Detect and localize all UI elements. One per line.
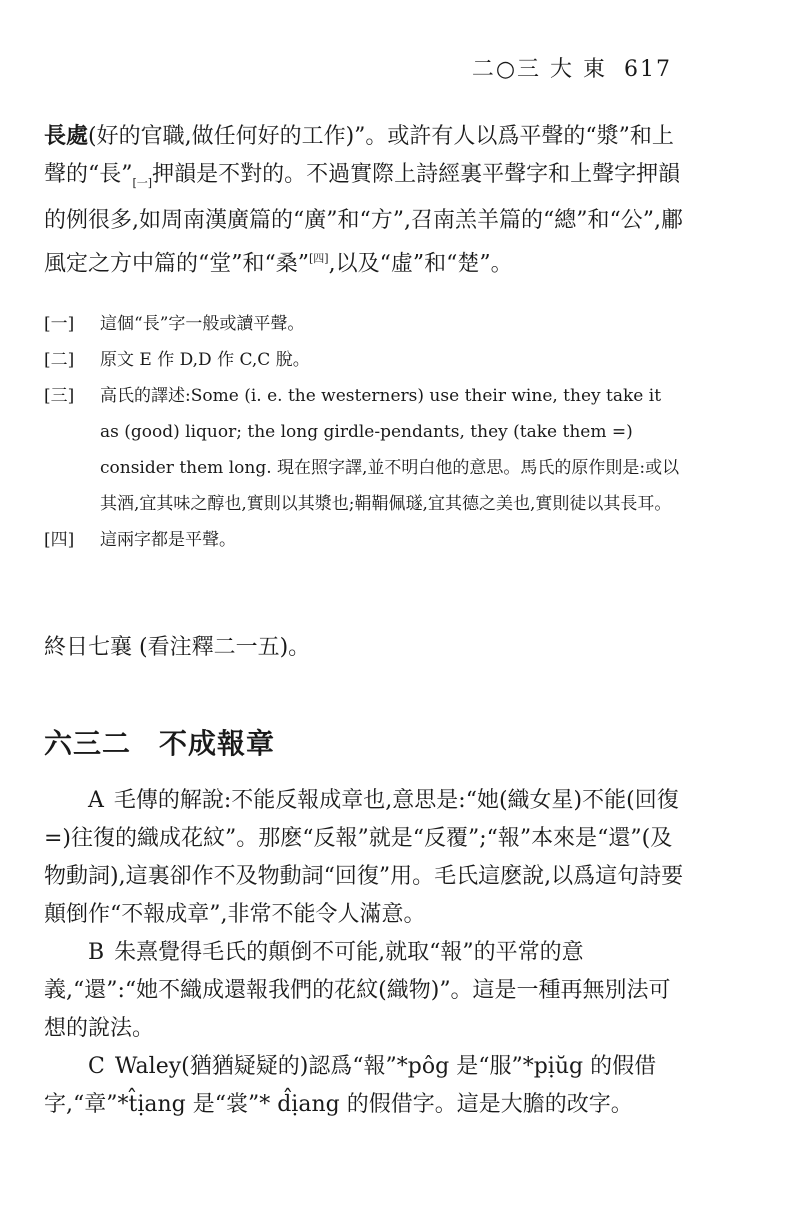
footnotes xyxy=(44,306,684,558)
footnote-mark: [一] xyxy=(44,314,75,334)
page-header xyxy=(464,52,672,83)
paragraph-letter: A xyxy=(88,788,104,813)
footnote-ref-4: [四] xyxy=(309,252,329,266)
section-paragraph xyxy=(44,782,684,934)
paragraph-text-c: ,以及“虛”和“楚”。 xyxy=(328,251,513,277)
footnote xyxy=(44,378,684,522)
footnote xyxy=(44,342,684,378)
footnote xyxy=(44,306,684,342)
paragraph-text: 毛傳的解說:不能反報成章也,意思是:“她(織女星)不能(回復=)往復的織成花紋”。那麽“反報”就是“反覆”;“報”本來是“還”(及物動詞),這裏卻作不及物動詞“回復”用。毛氏這麽說,以爲這句詩要顛倒作“不報成章”,非常不能令人滿意。 xyxy=(44,788,684,927)
footnote-text: 原文 E 作 D,D 作 C,C 脫。 xyxy=(100,350,310,370)
paragraph-text-b: 押韻是不對的。不過實際上詩經裏平聲字和上聲字押韻的例很多,如周南漢廣篇的“廣”和“方”,召南羔羊篇的“總”和“公”,鄘風定之方中篇的“堂”和“桑” xyxy=(44,162,683,277)
footnote-text: 高氏的譯述:Some (i. e. the westerners) use their wine, they take it as (good) liquor; the long girdle-pendants, they (take them =) consider them long. 現在照字譯,並不明白他的意思。馬氏的原作則是:或以其酒,宜其味之醇也,實則以其漿也;鞙鞙佩璲,宜其德之美也,實則徒以其長耳。 xyxy=(100,386,680,514)
bold-term: 長處 xyxy=(44,123,89,149)
section-heading xyxy=(44,722,275,762)
footnote-mark: [二] xyxy=(44,350,75,370)
footnote-ref-1: [一] xyxy=(132,176,153,190)
section-title: 不成報章 xyxy=(159,727,276,760)
footnote-text: 這兩字都是平聲。 xyxy=(100,530,236,550)
verse-line: 終日七襄 (看注釋二一五)。 xyxy=(44,635,311,660)
section-paragraph xyxy=(44,934,684,1048)
paragraph-letter: B xyxy=(88,940,105,965)
section-body xyxy=(44,782,684,1124)
page-number: 617 xyxy=(624,57,672,82)
section-number: 六三二 xyxy=(44,727,132,760)
intro-paragraph xyxy=(44,117,684,284)
running-title: 二○三 大 東 xyxy=(471,57,607,82)
footnote-text: 這個“長”字一般或讀平聲。 xyxy=(100,314,305,334)
section-paragraph xyxy=(44,1048,684,1124)
paragraph-text: Waley(猶猶疑疑的)認爲“報”*pôg 是“服”*pịŭg 的假借字,“章”*t̂ịang 是“裳”* d̂ịang 的假借字。這是大膽的改字。 xyxy=(44,1054,657,1117)
footnote-mark: [四] xyxy=(44,530,75,550)
paragraph-text-a: (好的官職,做任何好的工作)”。或許有人以爲平聲的“漿”和上聲的“長” xyxy=(44,124,674,187)
footnote-mark: [三] xyxy=(44,386,75,406)
paragraph-letter: C xyxy=(88,1054,105,1079)
footnote xyxy=(44,522,684,558)
paragraph-text: 朱熹覺得毛氏的顛倒不可能,就取“報”的平常的意義,“還”:“她不織成還報我們的花紋(織物)”。這是一種再無別法可想的說法。 xyxy=(44,940,671,1041)
